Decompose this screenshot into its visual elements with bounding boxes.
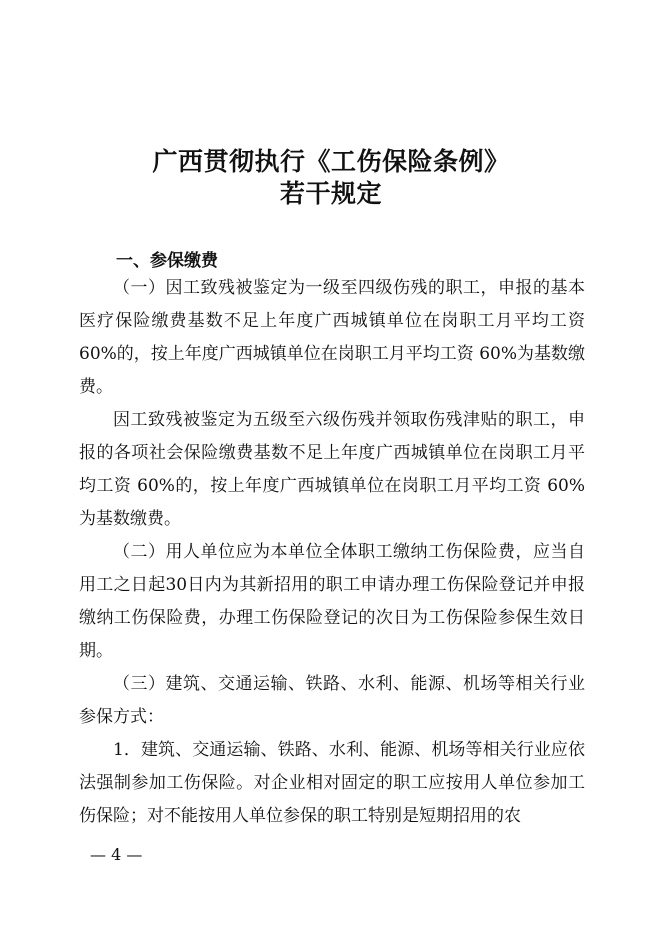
paragraph: （二）用人单位应为本单位全体职工缴纳工伤保险费，应当自用工之日起30日内为其新招用的职工申请办理工伤保险登记并申报缴纳工伤保险费，办理工伤保险登记的次日为工伤保险参保生效日期。 <box>79 542 585 661</box>
page-number: — 4 — <box>90 845 143 864</box>
paragraph: 1．建筑、交通运输、铁路、水利、能源、机场等相关行业应依法强制参加工伤保险。对企业相对固定的职工应按用人单位参加工伤保险；对不能按用人单位参保的职工特别是短期招用的农 <box>79 740 585 826</box>
paragraph: 因工致残被鉴定为五级至六级伤残并领取伤残津贴的职工，申报的各项社会保险缴费基数不足上年度广西城镇单位在岗职工月平均工资 60%的，按上年度广西城镇单位在岗职工月平均工资 60%为基数缴费。 <box>79 410 585 529</box>
document-title-line1: 广西贯彻执行《工伤保险条例》 <box>152 147 510 176</box>
paragraph: （一）因工致残被鉴定为一级至四级伤残的职工，申报的基本医疗保险缴费基数不足上年度广西城镇单位在岗职工月平均工资 60%的，按上年度广西城镇单位在岗职工月平均工资 60%为基数缴费。 <box>79 278 585 397</box>
section-heading: 一、参保缴费 <box>116 251 218 271</box>
paragraph: （三）建筑、交通运输、铁路、水利、能源、机场等相关行业参保方式： <box>79 674 585 727</box>
document-title-line2: 若干规定 <box>279 179 382 208</box>
document-body <box>79 272 585 833</box>
